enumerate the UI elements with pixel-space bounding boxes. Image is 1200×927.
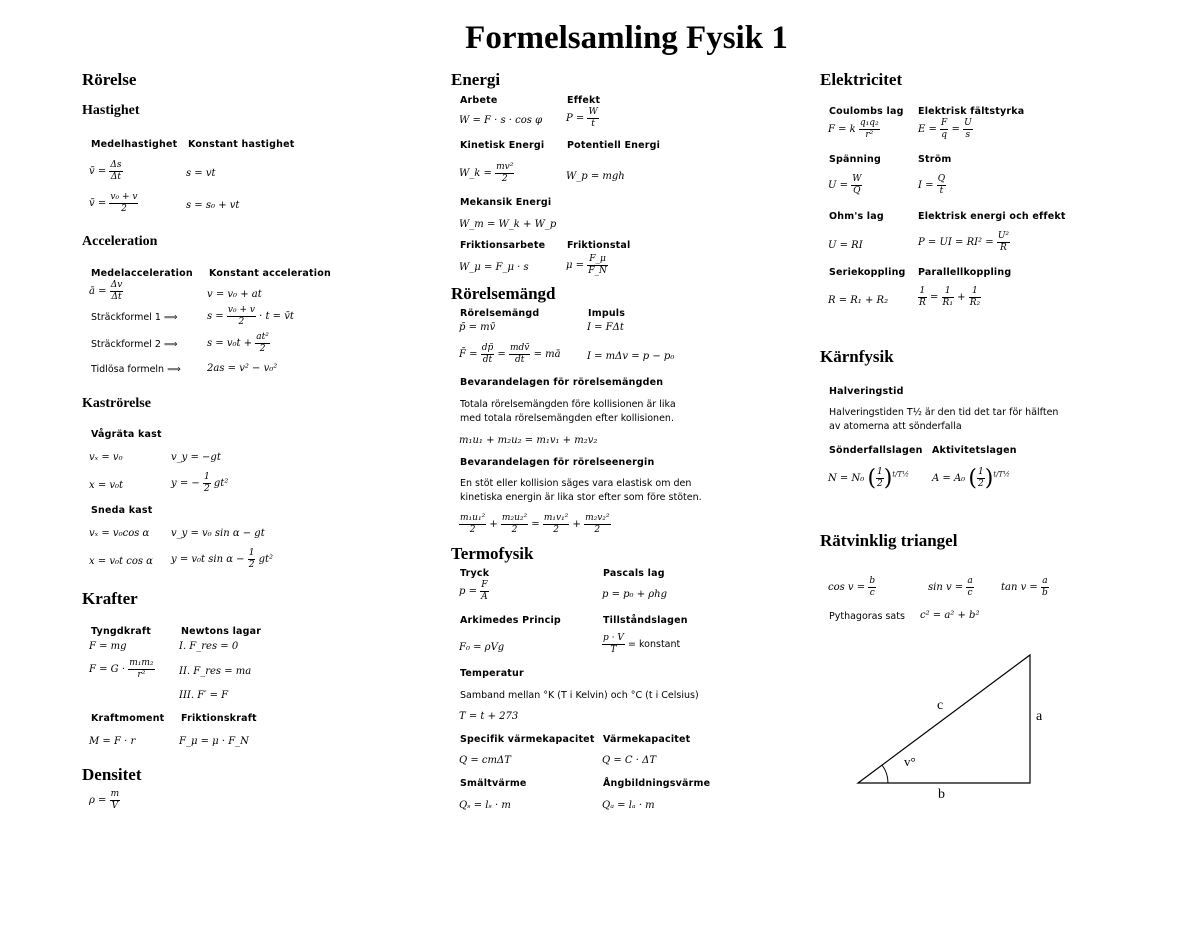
fraction [481, 343, 495, 366]
heading-acceleration: Acceleration [82, 234, 158, 249]
formula-rorelsemangd: p̄ = mv̄ [459, 322, 496, 333]
formula-friktionsarbete: W_μ = F_μ · s [459, 262, 529, 273]
label-ohms-lag: Ohm's lag [829, 211, 884, 222]
formula-lhs: E = [918, 124, 937, 135]
formula-cos [828, 576, 876, 599]
formula-friktionskraft: F_μ = μ · F_N [179, 736, 249, 747]
label-rorelsemangd: Rörelsemängd [460, 308, 540, 319]
label-tryck: Tryck [460, 568, 490, 579]
formula-v-v0-at: v = v₀ + at [207, 289, 262, 300]
formula-seriekoppling: R = R₁ + R₂ [828, 295, 889, 306]
formula-arbete: W = F · s · cos φ [459, 115, 543, 126]
formula-lhs: W_k = [459, 168, 492, 179]
heading-hastighet: Hastighet [82, 103, 140, 118]
formula-lhs: s = v₀t + [207, 338, 253, 349]
formula-x-v0t: x = v₀t [89, 480, 124, 491]
label-arkimedes: Arkimedes Princip [460, 615, 561, 626]
formula-angbildningsvarme: Qₐ = lₐ · m [602, 800, 655, 811]
text-bevarande-2b: kinetiska energin är lika stor efter som före stöten. [460, 492, 702, 503]
label-varmekapacitet: Värmekapacitet [603, 734, 691, 745]
numerator: W [588, 107, 598, 117]
formula-pascals-lag: p = p₀ + ρhg [602, 589, 668, 600]
formula-lhs: ā = [89, 286, 107, 297]
fraction [937, 174, 946, 197]
formula-tryck [459, 580, 489, 603]
fraction [227, 305, 256, 328]
numerator: b [869, 576, 876, 586]
heading-rorelse: Rörelse [82, 70, 137, 89]
fraction [587, 254, 608, 277]
formula-sin [928, 576, 974, 599]
denominator: 2 [977, 479, 984, 489]
formula-medelhastighet-2 [89, 192, 138, 215]
heading-krafter: Krafter [82, 589, 138, 608]
formula-strom [918, 174, 946, 197]
label-strom: Ström [918, 154, 952, 165]
text-bevarande-1b: med totala rörelsemängden efter kollisionen. [460, 413, 674, 424]
operator: = [531, 519, 540, 530]
numerator: U² [997, 231, 1010, 241]
denominator: Q [853, 186, 861, 196]
numerator: m₁m₂ [129, 658, 154, 668]
formula-newton-2: II. F_res = ma [179, 666, 252, 677]
operator: + [489, 519, 498, 530]
label-bevarandelagen-rorelseenergi: Bevarandelagen för rörelseenergin [460, 457, 655, 468]
numerator: m₁u₁² [460, 513, 486, 523]
denominator: R₂ [969, 298, 981, 308]
formula-potentiell: W_p = mgh [566, 171, 625, 182]
formula-tail: gt² [258, 554, 274, 565]
label-arbete: Arbete [460, 95, 498, 106]
label-medelacceleration: Medelacceleration [91, 268, 193, 279]
numerator: mv² [496, 162, 514, 172]
formula-vy-gt: v_y = −gt [171, 452, 221, 463]
label-seriekoppling: Seriekoppling [829, 267, 906, 278]
fraction [876, 467, 884, 490]
formula-tail: · t = v̄t [259, 311, 294, 322]
heading-kastrorelse: Kaströrelse [82, 396, 151, 411]
label-kraftmoment: Kraftmoment [91, 713, 165, 724]
formula-kraftmoment: M = F · r [89, 736, 136, 747]
fraction [495, 162, 514, 185]
label-temperatur: Temperatur [460, 668, 524, 679]
formula-ohms-lag: U = RI [828, 240, 863, 251]
formula-f-mg: F = mg [89, 641, 127, 652]
triangle-label-a: a [1036, 709, 1043, 724]
label-coulombs-lag: Coulombs lag [829, 106, 904, 117]
label-newtons-lagar: Newtons lagar [181, 626, 262, 637]
formula-strackformel-1: s = $\frac{\text{v₀ + v}}{2}$ · t = v̄t [207, 305, 294, 327]
formula-s-s0-vt: s = s₀ + vt [186, 200, 240, 211]
formula-vx-v0: vₓ = v₀ [89, 452, 123, 463]
formula-lhs: sin v = [928, 582, 964, 593]
denominator: c [967, 588, 973, 598]
heading-elektricitet: Elektricitet [820, 70, 903, 89]
fraction: $\frac{1}{2}$ [248, 548, 255, 570]
fraction [966, 576, 973, 599]
numerator: Δs [110, 160, 122, 170]
fraction [459, 513, 486, 536]
formula-kinetisk [459, 162, 514, 185]
formula-strackformel-2 [207, 332, 270, 355]
formula-tan [1001, 576, 1049, 599]
formula-tillstandslagen [602, 633, 680, 656]
label-specifik-varmekapacitet: Specifik värmekapacitet [460, 734, 595, 745]
denominator: r² [865, 130, 874, 140]
label-friktionstal: Friktionstal [567, 240, 631, 251]
formula-coulomb [828, 118, 880, 141]
triangle-shape [858, 655, 1030, 783]
formula-lhs: y = − [171, 478, 200, 489]
formula-varmekapacitet: Q = C · ΔT [602, 755, 657, 766]
formula-y-sin [171, 548, 273, 571]
fraction [584, 513, 610, 536]
denominator: 2 [511, 525, 518, 535]
numerator: F_μ [587, 254, 608, 266]
formula-lhs: F = k [828, 124, 856, 135]
numerator: U [964, 118, 972, 128]
formula-bevarande-energi [459, 513, 611, 536]
denominator: 2 [469, 525, 476, 535]
label-kinetisk-energi: Kinetisk Energi [460, 140, 545, 151]
numerator: at² [256, 332, 269, 342]
denominator: Δt [111, 292, 122, 302]
formula-lhs: F = G · [89, 664, 126, 675]
denominator: t [591, 119, 595, 129]
numerator: m [110, 789, 120, 799]
formula-lhs: I = [918, 180, 934, 191]
denominator: R [1000, 243, 1007, 253]
fraction [918, 286, 927, 309]
formula-lhs: P = [566, 113, 585, 124]
formula-aktivitetslagen: A = A₀ ( $\frac{1}{2}$ )$^{t/T\frac{1}{2}}$ [932, 466, 1010, 491]
fraction [1041, 576, 1049, 599]
formula-lhs: v̄ = [89, 166, 107, 177]
numerator: F [941, 118, 948, 128]
numerator: a [1042, 576, 1048, 586]
formula-gravitation [89, 658, 155, 681]
fraction [110, 789, 121, 812]
formula-s-vt: s = vt [186, 168, 216, 179]
exponent: t/T½ [892, 470, 909, 479]
numerator: m₂u₂² [501, 513, 528, 523]
denominator: c [869, 588, 875, 598]
numerator: 1 [919, 286, 926, 296]
denominator: t [939, 186, 944, 196]
formula-lhs: N = N₀ [828, 473, 865, 484]
heading-energi: Energi [451, 70, 501, 89]
numerator: 1 [877, 467, 883, 477]
label-elektrisk-energi-effekt: Elektrisk energi och effekt [918, 211, 1066, 222]
operator: + [572, 519, 581, 530]
heading-rorelsemangd: Rörelsemängd [451, 284, 556, 303]
denominator: 2 [248, 560, 255, 570]
heading-termofysik: Termofysik [451, 544, 534, 563]
numerator: q₁q₂ [859, 118, 879, 128]
formula-spanning [828, 174, 862, 197]
label-friktionskraft: Friktionskraft [181, 713, 257, 724]
denominator: R₁ [942, 298, 953, 308]
angle-arc [882, 765, 888, 783]
fraction [868, 576, 876, 599]
formula-newton-3: III. F′ = F [179, 690, 229, 701]
formula-lhs: A = A₀ [932, 473, 966, 484]
formula-tail: gt² [213, 478, 229, 489]
formula-lhs: cos v = [828, 582, 866, 593]
fraction: $\frac{1}{2}$ [203, 472, 210, 494]
formula-specifik-varme: Q = cmΔT [459, 755, 511, 766]
formula-pythagoras: c² = a² + b² [920, 610, 980, 621]
formula-lhs: U = [828, 180, 848, 191]
formula-lhs: F̄ = [459, 349, 478, 360]
label-parallellkoppling: Parallellkoppling [918, 267, 1012, 278]
formula-lhs: ρ = [89, 795, 107, 806]
triangle-label-b: b [938, 787, 945, 802]
label-impuls: Impuls [588, 308, 626, 319]
formula-medelacceleration [89, 280, 123, 303]
numerator: v₀ + v [227, 305, 255, 315]
fraction [109, 192, 138, 215]
numerator: Q [937, 174, 946, 184]
label-pythagoras: Pythagoras sats [829, 611, 905, 622]
operator: = [929, 292, 939, 303]
fraction [255, 332, 270, 355]
label-tillstandslagen: Tillståndslagen [603, 615, 688, 626]
numerator: dp̄ [481, 343, 494, 353]
formula-newton-1: I. F_res = 0 [179, 641, 239, 652]
formula-temperatur: T = t + 273 [459, 711, 519, 722]
label-effekt: Effekt [567, 95, 601, 106]
denominator: 2 [877, 479, 883, 489]
numerator: F [481, 580, 488, 590]
exponent: t/T½ [993, 470, 1010, 479]
denominator: V [111, 801, 119, 811]
heading-ratvinklig-triangel: Rätvinklig triangel [820, 531, 958, 550]
formula-effekt-el [918, 231, 1010, 254]
label-smaltvarme: Smältvärme [460, 778, 527, 789]
formula-x-cos: x = v₀t cos α [89, 556, 153, 567]
numerator: m₁v₁² [543, 513, 569, 523]
label-vagrata-kast: Vågräta kast [91, 429, 162, 440]
fraction [109, 160, 122, 183]
fraction [851, 174, 862, 197]
formula-friktionstal [566, 254, 608, 277]
formula-smaltvarme: Qₛ = lₛ · m [459, 800, 511, 811]
triangle-label-c: c [937, 698, 944, 713]
numerator: v₀ + v [110, 192, 138, 202]
denominator: s [965, 130, 971, 140]
label-tidlosa-formeln: Tidlösa formeln ⟹ [91, 364, 181, 375]
fraction [977, 467, 985, 490]
denominator: R [919, 298, 926, 308]
formula-tidlosa: 2as = v² − v₀² [207, 363, 278, 374]
fraction [501, 513, 528, 536]
fraction [942, 286, 954, 309]
label-medelhastighet: Medelhastighet [91, 139, 178, 150]
label-angbildningsvarme: Ångbildningsvärme [603, 778, 711, 789]
operator: + [957, 292, 966, 303]
label-pascals-lag: Pascals lag [603, 568, 665, 579]
denominator: F_N [588, 266, 607, 276]
denominator: b [1042, 588, 1048, 598]
denominator: q [941, 130, 948, 140]
fraction [543, 513, 569, 536]
formula-impuls-2: I = mΔv = p − p₀ [587, 351, 675, 362]
denominator: Δt [110, 172, 122, 182]
formula-lhs: P = UI = RI² = [918, 237, 994, 248]
formula-lhs: tan v = [1001, 582, 1038, 593]
operator: = [951, 124, 960, 135]
formula-parallellkoppling [918, 286, 981, 309]
formula-lhs: μ = [566, 260, 585, 271]
formula-vy-sin: v_y = v₀ sin α − gt [171, 528, 265, 539]
formula-bevarande-rorelsemangd: m₁u₁ + m₂u₂ = m₁v₁ + m₂v₂ [459, 435, 598, 446]
numerator: 1 [942, 286, 954, 298]
label-strackformel-2: Sträckformel 2 ⟹ [91, 339, 178, 350]
label-aktivitetslagen: Aktivitetslagen [932, 445, 1017, 456]
denominator: 2 [259, 344, 266, 354]
text-bevarande-2a: En stöt eller kollision säges vara elastisk om den [460, 478, 692, 489]
fraction [110, 280, 124, 303]
fraction [969, 286, 981, 309]
formula-kraft-derivata: F̄ = $\frac{dp̄}{dt}$ = $\frac{\text{mdv̄}}{dt}$ = mā [459, 343, 561, 365]
fraction [509, 343, 530, 366]
denominator: 2 [203, 484, 210, 494]
formula-lhs: p = [459, 586, 477, 597]
page-title: Formelsamling Fysik 1 [465, 20, 788, 56]
numerator: a [967, 576, 973, 586]
label-spanning: Spänning [829, 154, 881, 165]
numerator: p · V [603, 633, 624, 643]
numerator: 1 [969, 286, 981, 298]
label-sonderfallslagen: Sönderfallslagen [829, 445, 923, 456]
fraction [963, 118, 973, 141]
numerator: Δv [110, 280, 123, 290]
formula-mekanisk: W_m = W_k + W_p [459, 219, 557, 230]
numerator: 1 [977, 467, 984, 477]
label-konstant-hastighet: Konstant hastighet [188, 139, 295, 150]
label-elektrisk-faltstyrka: Elektrisk fältstyrka [918, 106, 1025, 117]
formula-arkimedes: F₀ = ρVg [459, 642, 505, 653]
text-bevarande-1a: Totala rörelsemängden före kollisionen är lika [460, 399, 676, 410]
formula-y-horizontal [171, 472, 228, 495]
heading-karnfysik: Kärnfysik [820, 347, 894, 366]
denominator: T [610, 645, 617, 655]
formula-densitet [89, 789, 120, 812]
numerator: mdv̄ [509, 343, 530, 353]
formula-impuls: I = FΔt [587, 322, 624, 333]
denominator: 2 [238, 317, 245, 327]
formula-medelhastighet [89, 160, 123, 183]
formula-tail: = konstant [628, 639, 681, 650]
formula-sonderfallslagen: N = N₀ ( $\frac{1}{2}$ )$^{t/T\frac{1}{2}}$ [828, 466, 909, 491]
denominator: 2 [553, 525, 559, 535]
text-halveringstid-1: Halveringstiden T½ är den tid det tar för hälften [829, 407, 1059, 418]
fraction [602, 633, 625, 656]
formula-faltstyrka [918, 118, 973, 141]
formula-tail: = mā [533, 349, 561, 360]
label-konstant-acceleration: Konstant acceleration [209, 268, 331, 279]
label-sneda-kast: Sneda kast [91, 505, 153, 516]
fraction [480, 580, 489, 603]
formula-effekt [566, 107, 599, 130]
denominator: A [481, 592, 488, 602]
label-potentiell-energi: Potentiell Energi [567, 140, 661, 151]
denominator: dt [514, 355, 525, 365]
denominator: r² [137, 670, 146, 680]
heading-densitet: Densitet [82, 765, 142, 784]
text-halveringstid-2: av atomerna att sönderfalla [829, 421, 962, 432]
numerator: W [852, 174, 862, 184]
label-mekanisk-energi: Mekansik Energi [460, 197, 552, 208]
denominator: dt [482, 355, 493, 365]
formula-lhs: v̄ = [89, 198, 107, 209]
fraction [587, 107, 598, 130]
label-strackformel-1: Sträckformel 1 ⟹ [91, 312, 178, 323]
text-temperatur-samband: Samband mellan °K (T i Kelvin) och °C (t i Celsius) [460, 690, 699, 701]
triangle-label-v: v° [904, 754, 916, 769]
denominator: 2 [594, 525, 601, 535]
formula-lhs: y = v₀t sin α − [171, 554, 245, 565]
numerator: m₂v₂² [585, 513, 610, 523]
fraction [128, 658, 154, 681]
fraction [997, 231, 1010, 254]
label-halveringstid: Halveringstid [829, 386, 904, 397]
fraction [940, 118, 948, 141]
denominator: 2 [501, 174, 508, 184]
right-triangle-diagram [850, 650, 1050, 790]
formula-vx-cos: vₓ = v₀cos α [89, 528, 150, 539]
denominator: 2 [121, 204, 127, 214]
label-bevarandelagen-rorelsemangd: Bevarandelagen för rörelsemängden [460, 377, 664, 388]
label-tyngdkraft: Tyngdkraft [91, 626, 151, 637]
label-friktionsarbete: Friktionsarbete [460, 240, 546, 251]
fraction [859, 118, 880, 141]
